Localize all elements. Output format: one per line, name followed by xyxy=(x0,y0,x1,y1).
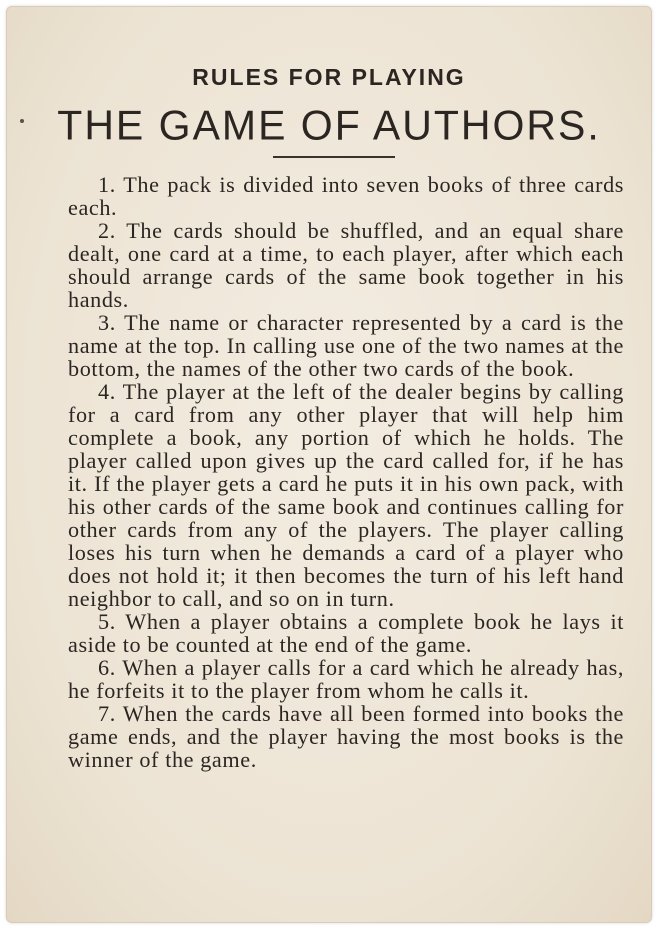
rule-number: 7. xyxy=(98,701,116,726)
rule-text: When the cards have all been formed into books the game ends, and the player having the most books is the winner of the game. xyxy=(68,701,624,772)
rule-number: 3. xyxy=(98,310,116,335)
rule-text: The cards should be shuffled, and an equal share dealt, one card at a time, to each player, after which each should arrange cards of the same book together in his hands. xyxy=(68,218,624,312)
rule-item xyxy=(68,656,624,702)
rules-list xyxy=(68,173,624,771)
card-title: THE GAME OF AUTHORS. xyxy=(57,101,601,149)
rule-text: When a player obtains a complete book he lays it aside to be counted at the end of the game. xyxy=(68,609,624,657)
rule-number: 1. xyxy=(98,172,116,197)
rule-text: The pack is divided into seven books of three cards each. xyxy=(68,172,625,220)
rule-item xyxy=(68,702,624,771)
rules-card xyxy=(6,6,652,923)
rule-number: 6. xyxy=(98,655,116,680)
rule-item xyxy=(68,219,624,311)
subtitle: RULES FOR PLAYING xyxy=(192,64,466,90)
rule-item xyxy=(68,173,624,219)
rule-text: When a player calls for a card which he already has, he forfeits it to the player from whom he calls it. xyxy=(68,655,624,703)
rule-text: The name or character represented by a card is the name at the top. In calling use one of the two names at the bottom, the names of the other two cards of the book. xyxy=(68,310,624,381)
rule-item xyxy=(68,311,624,380)
rule-number: 4. xyxy=(98,379,116,404)
rule-number: 5. xyxy=(98,609,116,634)
rule-item xyxy=(68,380,624,610)
title-divider xyxy=(273,156,395,158)
rule-item xyxy=(68,610,624,656)
rule-number: 2. xyxy=(98,218,116,243)
rule-text: The player at the left of the dealer begins by calling for a card from any other player that will help him complete a book, any portion of which he holds. The player called upon gives up the card called for, if he has it. If the player gets a card he puts it in his own pack, with his other cards of the same book and continues calling for other cards from any of the players. The player calling loses his turn when he demands a card of a player who does not hold it; it then becomes the turn of his left hand neighbor to call, and so on in turn. xyxy=(68,379,624,611)
